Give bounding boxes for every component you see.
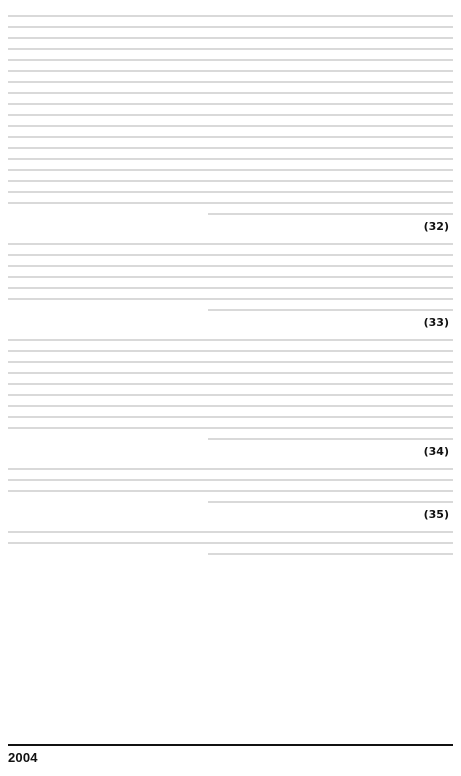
footer-date: 2004 — [8, 749, 38, 765]
paragraph-5-lines — [8, 531, 453, 555]
document-body — [8, 6, 453, 738]
citation-32: (32) — [423, 220, 449, 233]
paragraph-4 — [8, 468, 453, 521]
paragraph-2-lines — [8, 243, 453, 311]
citation-35: (35) — [423, 508, 449, 521]
paragraph-5 — [8, 531, 453, 555]
paragraph-2 — [8, 243, 453, 329]
paragraph-3 — [8, 339, 453, 458]
paragraph-1-lines — [8, 15, 453, 215]
paragraph-3-lines — [8, 339, 453, 440]
citation-33: (33) — [423, 316, 449, 329]
paragraph-4-lines — [8, 468, 453, 503]
page-footer — [8, 744, 453, 768]
citation-34: (34) — [423, 445, 449, 458]
paragraph-1 — [8, 15, 453, 233]
